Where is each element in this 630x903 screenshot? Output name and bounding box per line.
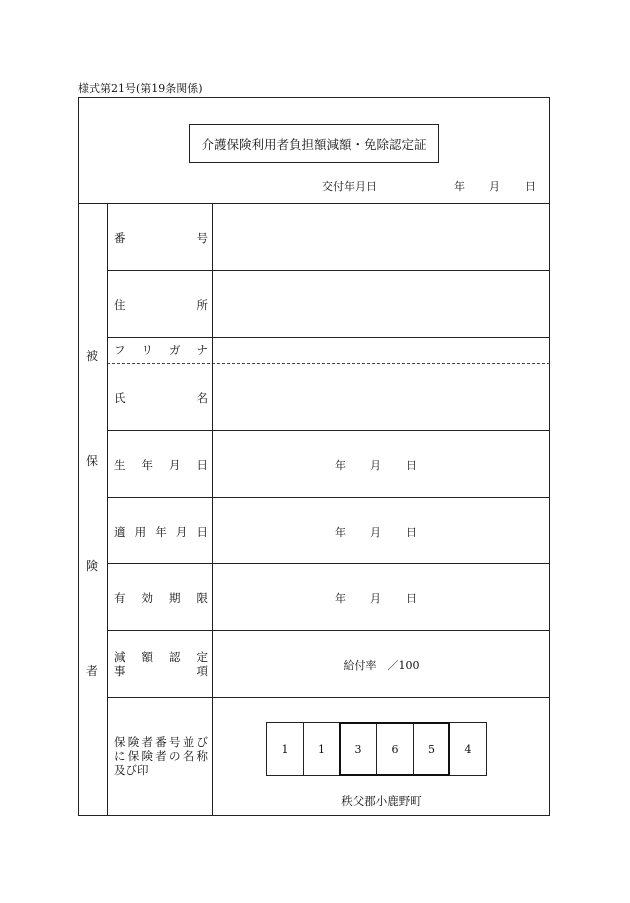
divider xyxy=(78,203,550,204)
label-reduction-items: 減 額 認 定 事 項 xyxy=(114,650,208,678)
insurer-number-digit: 3 xyxy=(339,722,377,776)
divider xyxy=(107,497,550,498)
label-number: 番 号 xyxy=(114,231,208,245)
label-furigana: フ リ ガ ナ xyxy=(114,343,208,357)
insurer-number-digit: 1 xyxy=(266,722,304,776)
section-char: 被 xyxy=(86,349,99,363)
insurer-number-digit: 1 xyxy=(303,722,340,776)
insurer-number-digit: 6 xyxy=(376,722,414,776)
section-char: 険 xyxy=(86,559,99,573)
divider xyxy=(107,430,550,431)
label-address: 住 所 xyxy=(114,298,208,312)
issue-month: 月 xyxy=(489,180,500,193)
issue-day: 日 xyxy=(525,180,536,193)
section-char: 保 xyxy=(86,454,99,468)
divider xyxy=(107,337,550,338)
certificate-title: 介護保険利用者負担額減額・免除認定証 xyxy=(189,124,439,163)
divider xyxy=(107,630,550,631)
form-number: 様式第21号(第19条関係) xyxy=(78,82,203,95)
issue-year: 年 xyxy=(454,180,465,193)
insurer-number-digit: 4 xyxy=(449,722,487,776)
insurer-name: 秩父郡小鹿野町 xyxy=(341,794,422,808)
label-name: 氏 名 xyxy=(114,391,208,405)
dashed-divider xyxy=(107,363,550,364)
section-char: 者 xyxy=(86,664,99,678)
issue-date-label: 交付年月日 xyxy=(322,180,377,193)
divider xyxy=(107,697,550,698)
label-insurer: 保 険 者 番 号 並 び に 保 険 者 の 名 称 及 び 印 xyxy=(114,735,208,777)
label-birth-date: 生 年 月 日 xyxy=(114,458,208,472)
column-divider xyxy=(212,203,213,816)
divider xyxy=(107,270,550,271)
column-divider xyxy=(107,203,108,816)
divider xyxy=(107,563,550,564)
label-applicable-date: 適 用 年 月 日 xyxy=(114,525,208,539)
label-validity: 有 効 期 限 xyxy=(114,591,208,605)
insurer-number-digit: 5 xyxy=(413,722,450,776)
benefit-rate: 給付率 ／100 xyxy=(343,659,420,672)
